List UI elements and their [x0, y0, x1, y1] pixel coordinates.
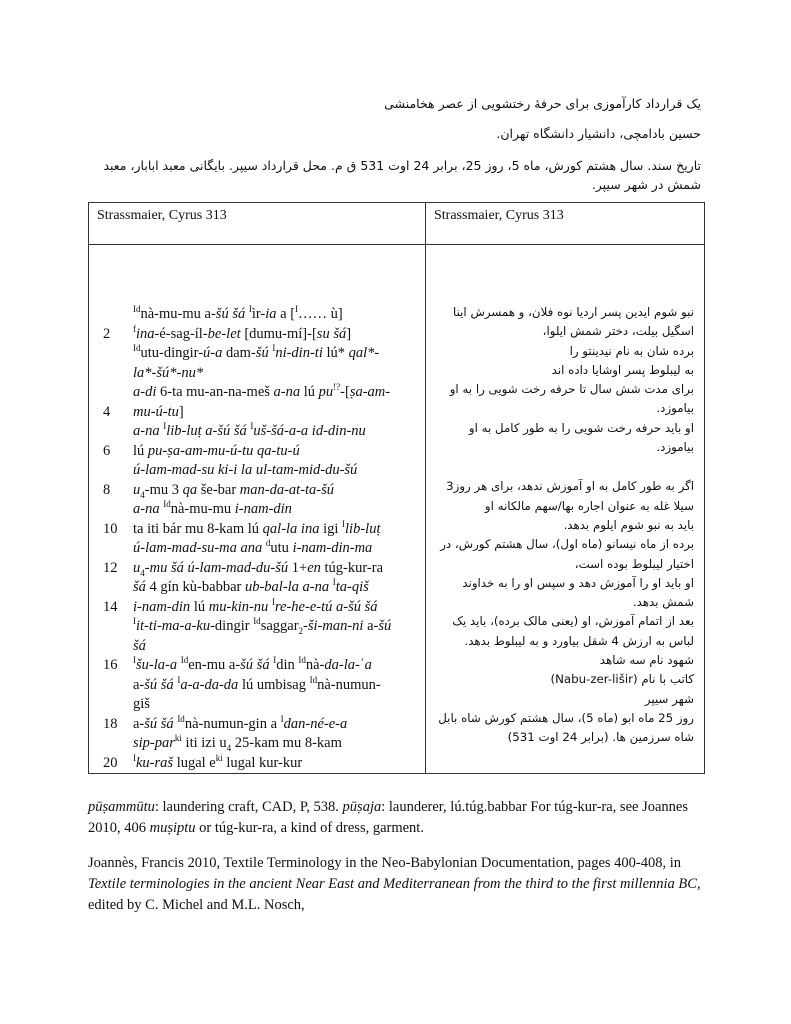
translation-block-1 [432, 303, 694, 457]
transliteration-line [89, 500, 425, 520]
translation-line: لباس به ارزش 4 شقل بیاورد و به لیبلوط بدهد. [464, 633, 694, 648]
translation-line: بعد از اتمام آموزش، او (یعنی مالک برده)، باید یک [452, 614, 694, 629]
transliteration-line [89, 617, 425, 637]
translation-line: برای مدت شش سال تا حرفه رخت شویی را به او [449, 382, 694, 397]
transliteration-line [89, 520, 425, 540]
bibliography-entry: Joannès, Francis 2010, Textile Terminology in the Neo-Babylonian Documentation, pages 400-408, in Textile terminologies in the ancient Near East and Mediterranean from the third to the first millennia BC, edited by C. Michel and M.L. Nosch, [88, 855, 701, 913]
translation-line: برده از ماه نیسانو (ماه اول)، سال هشتم کورش، در [440, 537, 694, 552]
line-text: i-nam-din lú mu-kin-nu $^I$re-he-e-tú a-šú šá [133, 596, 378, 615]
intro-paragraph: تاریخ سند. سال هشتم کورش، ماه 5، روز 25، برابر 24 اوت 531 ق م. محل قرارداد سیپر. بایگانی معبد ابابار، معبد شمش در شهر سیپر. [103, 158, 701, 192]
transliteration-line [89, 656, 425, 676]
line-number: 4 [103, 403, 111, 420]
transliteration-line [89, 539, 425, 559]
line-text: šá 4 gín kù-babbar ub-bal-la a-na $^I$ta-qiš [133, 577, 369, 595]
translation-line: نبو شوم ایدین پسر اردیا نوه فلان، و همسرش اینا [452, 305, 694, 319]
translation-line: شهود نام سه شاهد [599, 653, 694, 668]
left-header: Strassmaier, Cyrus 313 [97, 208, 227, 223]
line-number: 2 [103, 325, 111, 342]
document-title: یک قرارداد کارآموزی برای حرفۀ رختشویی از عصر هخامنشی [384, 96, 701, 111]
line-text: ú-lam-mad-su ki-i la ul-tam-mid-du-šú [133, 462, 358, 478]
transliteration-line [89, 559, 425, 579]
transliteration-line [89, 305, 425, 325]
author-line: حسین بادامچی، دانشیار دانشگاه تهران. [496, 126, 701, 141]
line-text: $^I$ku-raš lugal $e^{ki}$ lugal kur-kur [133, 752, 303, 771]
translation-line: اختیار لیبلوط بوده است، [574, 556, 694, 571]
line-text: $^I$šu-la-a $^{Id}$en-mu a-šú šá $^I$din $^{Id}$nà-da-la-ʾa [133, 655, 372, 673]
line-text: ú-lam-mad-su-ma ana $^d$utu i-nam-din-ma [133, 538, 373, 556]
transliteration-line [89, 637, 425, 657]
line-text: $^{Id}$utu-dingir-ú-a dam-šú $^I$ni-din-ti lú* qal*- [133, 343, 380, 361]
line-text: a-šú šá $^I$a-a-da-da lú umbisag $^{Id}$nà-numun- [133, 674, 381, 693]
translation-line: شاه سرزمین ها. (برابر 24 اوت 531) [507, 730, 694, 745]
footnote-vocabulary: pūṣammūtu: laundering craft, CAD, P, 538. pūṣaja: launderer, lú.túg.babbar For túg-kur-ra, see Joannes 2010, 406 muṣiptu or túg-kur-ra, a kind of dress, garment. [88, 799, 688, 836]
line-text: ta iti bár mu 8-kam lú qal-la ina igi $^I$lib-luṭ [133, 518, 381, 537]
translation-line: او باید او را آموزش دهد و سپس او را به خداوند [462, 575, 694, 590]
translation-line: به لیبلوط پسر اوشایا داده اند [551, 362, 694, 377]
right-header-cell [426, 203, 705, 245]
translation-line: شمش بدهد. [632, 595, 694, 610]
transliteration-line [89, 461, 425, 481]
transliteration-line [89, 344, 425, 364]
transliteration-line [89, 676, 425, 696]
line-text: lú pu-ṣa-am-mu-ú-tu qa-tu-ú [133, 442, 300, 459]
transliteration-line [89, 481, 425, 501]
line-number: 10 [103, 520, 118, 537]
line-text: a-šú šá $^{Id}$nà-numun-gin a $^I$dan-né-e-a [133, 713, 348, 732]
line-number: 8 [103, 481, 111, 498]
translation-line: بیاموزد. [656, 440, 694, 455]
transliteration-line [89, 442, 425, 462]
line-text: a-di 6-ta mu-an-na-meš a-na lú pu!?-[ṣa-am- [133, 382, 391, 400]
left-header-cell [89, 203, 426, 245]
line-number: 20 [103, 754, 118, 771]
right-header: Strassmaier, Cyrus 313 [434, 208, 564, 223]
text-table [88, 202, 705, 774]
line-number: 14 [103, 598, 118, 615]
transliteration-lines [89, 245, 425, 773]
transliteration-line [89, 695, 425, 715]
transliteration-cell [89, 245, 426, 774]
line-text: sip-par$^{ki}$ iti izi $u_4$ 25-kam mu 8-kam [133, 733, 342, 753]
transliteration-line [89, 383, 425, 403]
transliteration-line [89, 754, 425, 774]
transliteration-line [89, 364, 425, 384]
translation-line: اسگیل بیلت، دختر شمش ایلوا، [542, 324, 694, 339]
transliteration-line [89, 715, 425, 735]
translation-line: او باید حرفه رخت شویی را به طور کامل به او [468, 420, 694, 435]
translation-line: اگر به طور کامل به او آموزش ندهد، برای هر روز3 [446, 479, 694, 494]
translation-block-2 [432, 477, 694, 747]
translation-cell [426, 245, 705, 774]
translation-line: باید به نبو شوم ایلوم بدهد. [563, 517, 694, 532]
transliteration-line [89, 325, 425, 345]
line-text: la*-šú*-nu* [133, 364, 204, 381]
line-text: mu-ú-tu] [133, 403, 184, 420]
translation-line: سیلا غله به عنوان اجاره بها/سهم مالکانه او [484, 498, 694, 513]
line-number: 12 [103, 559, 118, 576]
line-text: šá [133, 637, 146, 654]
line-number: 16 [103, 657, 118, 673]
line-text: a-na $^I$lib-luṭ a-šú šá $^I$uš-šá-a-a id-din-nu [133, 421, 366, 439]
transliteration-line [89, 422, 425, 442]
translation-line: شهر سیپر [644, 691, 694, 706]
line-text: $^f$ina-é-sag-íl-be-let [dumu-mí]-[su šá] [133, 323, 352, 342]
line-number: 6 [103, 442, 111, 459]
line-text: $^{Id}$nà-mu-mu a-šú šá $^I$ìr-ia a [$^I$…… ù] [133, 304, 343, 322]
transliteration-line [89, 734, 425, 754]
transliteration-line [89, 403, 425, 423]
translation-line: روز 25 ماه ابو (ماه 5)، سال هشتم کورش شاه بابل [438, 710, 694, 725]
transliteration-line [89, 598, 425, 618]
translation-text [426, 245, 704, 748]
line-text: a-na $^{Id}$nà-mu-mu i-nam-din [133, 499, 292, 517]
line-text: giš [133, 696, 150, 712]
line-text: $^I$it-ti-ma-a-ku-dingir $^{Id}$saggar$_2$-ši-man-ni a-šú [133, 616, 392, 636]
line-text: $u_4-mu$ 3 qa še-bar man-da-at-ta-šú [133, 481, 335, 500]
line-text: $u_4-mu$ šá ú-lam-mad-du-šú 1+en túg-kur-ra [133, 559, 384, 578]
transliteration-line [89, 578, 425, 598]
translation-line: کاتب با نام (Nabu-zer-lišir) [550, 672, 694, 687]
translation-line: برده شان به نام نیدینتو را [569, 343, 694, 358]
translation-line: بیاموزد. [656, 401, 694, 416]
line-number: 18 [103, 715, 118, 732]
